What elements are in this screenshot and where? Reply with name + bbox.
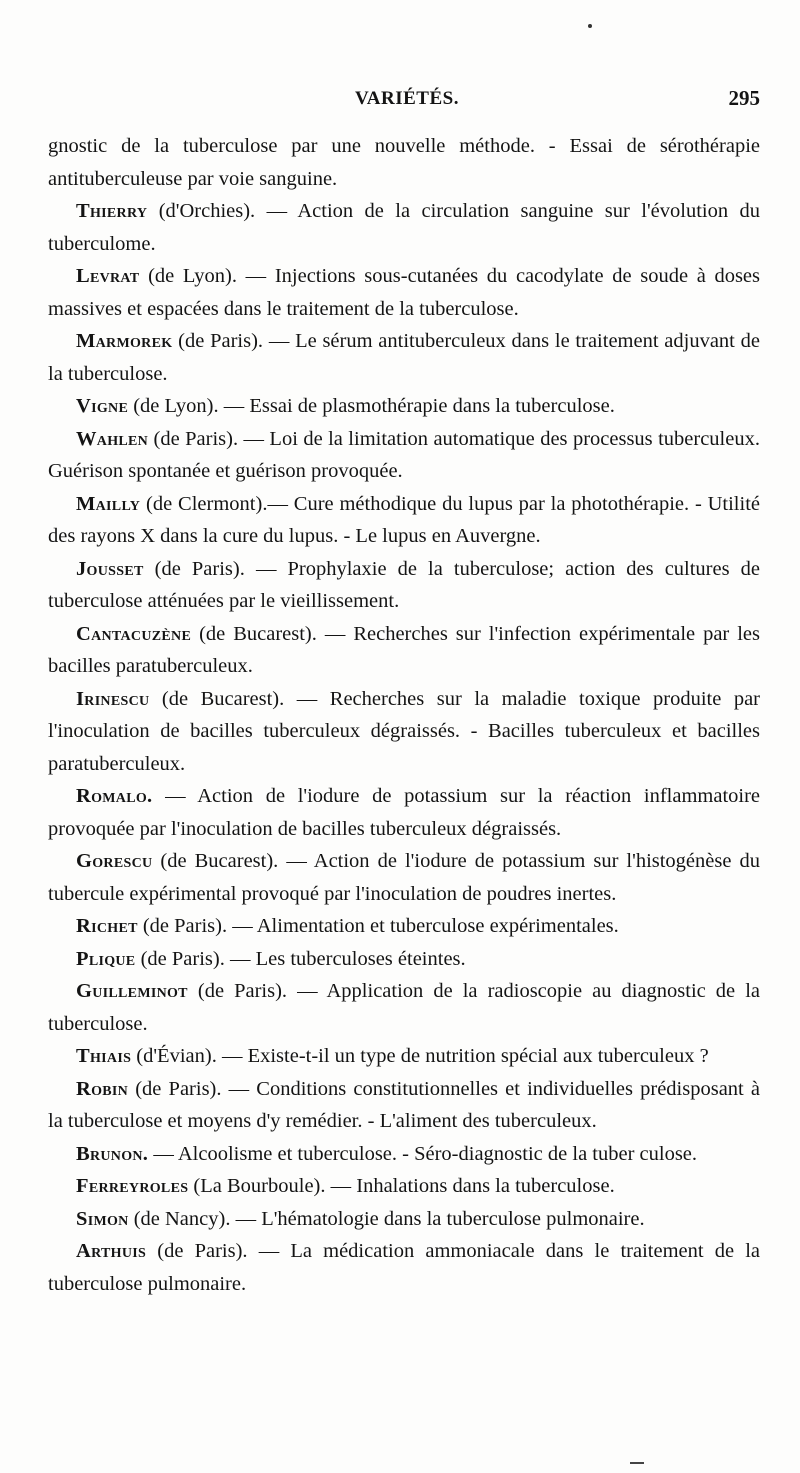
entry-location: (de Paris).	[135, 947, 230, 970]
entry-author: Thierry	[76, 200, 148, 222]
entry-text: — Recherches sur la maladie toxique produite par l'inoculation de bacilles tuberculeux dégraissés. - Bacilles tuberculeux et bacilles paratuberculeux.	[48, 687, 761, 775]
entry-author: Mailly	[76, 492, 141, 515]
entry-text: — Les tuberculoses éteintes.	[229, 947, 466, 970]
entry-text: — L'hématologie dans la tuberculose pulmonaire.	[235, 1207, 645, 1230]
entry-author: Brunon.	[76, 1142, 149, 1165]
entry-author: Marmorek	[76, 330, 173, 352]
entry-location: (de Paris).	[187, 980, 298, 1002]
entry-location: (de Paris).	[143, 557, 256, 580]
entry-location: (de Bucarest).	[191, 622, 325, 645]
entry-author: Arthuis	[76, 1240, 147, 1262]
running-head: VARIÉTÉS.	[355, 88, 459, 109]
page-number: 295	[728, 86, 760, 110]
entry-text: — Application de la radioscopie au diagnostic de la tuberculose.	[48, 980, 760, 1035]
entry-author: Simon	[76, 1207, 129, 1230]
entry-text: — Essai de plasmothérapie dans la tuberculose.	[223, 395, 615, 417]
entry-author: Cantacuzène	[76, 622, 192, 645]
entry-paragraph	[48, 1073, 760, 1138]
entry-location: (de Lyon).	[128, 395, 224, 417]
bottom-mark	[630, 1462, 644, 1464]
entry-author: Gorescu	[76, 850, 153, 872]
entry-author: Ferreyroles	[76, 1175, 189, 1197]
entry-text: — Cure méthodique du lupus par la photothérapie. - Utilité des rayons X dans la cure du lupus. - Le lupus en Auvergne.	[48, 492, 760, 547]
entry-text: — Le sérum antituberculeux dans le traitement adjuvant de la tuberculose.	[48, 330, 760, 385]
entry-paragraph	[48, 130, 760, 195]
entry-paragraph	[48, 975, 760, 1040]
entry-text: — Injections sous-cutanées du cacodylate de soude à doses massives et espacées dans le traitement de la tuberculose.	[48, 265, 760, 320]
entry-location: (d'Évian).	[131, 1045, 222, 1067]
entry-paragraph	[48, 683, 760, 781]
entry-text: — Action de l'iodure de potassium sur la réaction inflammatoire provoquée par l'inoculation de bacilles tuberculeux dégraissés.	[48, 785, 761, 840]
entry-text: — Alcoolisme et tuberculose. - Séro-diagnostic de la tuber culose.	[153, 1142, 698, 1165]
entry-author: Wahlen	[76, 427, 149, 450]
entry-text: — Action de la circulation sanguine sur l'évolution du tuberculome.	[48, 200, 760, 255]
entry-paragraph	[48, 1040, 760, 1073]
entry-author: Robin	[76, 1077, 129, 1100]
entry-author: Thiais	[76, 1045, 132, 1067]
entry-author: Guilleminot	[76, 980, 188, 1002]
entry-text: — Existe-t-il un type de nutrition spécial aux tuberculeux ?	[221, 1045, 709, 1067]
entry-text: — Action de l'iodure de potassium sur l'histogénèse du tubercule expérimental provoqué par l'inoculation de poudres inertes.	[48, 850, 760, 905]
entry-location: (de Paris).	[146, 1240, 259, 1262]
entry-paragraph	[48, 260, 760, 325]
entry-paragraph	[48, 943, 760, 976]
entry-location: (de Lyon).	[139, 265, 246, 287]
entry-author: Plique	[76, 947, 136, 970]
entry-text: — Loi de la limitation automatique des processus tuberculeux. Guérison spontanée et guérison provoquée.	[48, 427, 760, 482]
entry-paragraph	[48, 618, 760, 683]
entry-paragraph	[48, 845, 760, 910]
entry-text: — Prophylaxie de la tuberculose; action des cultures de tuberculose atténuées par le vieillissement.	[48, 557, 760, 612]
entry-location: (de Paris).	[172, 330, 269, 352]
entry-paragraph	[48, 1203, 760, 1236]
entry-paragraph	[48, 488, 760, 553]
entry-location: (de Bucarest).	[149, 687, 297, 710]
entry-paragraph	[48, 910, 760, 943]
entry-author: Levrat	[76, 265, 140, 287]
entry-paragraph	[48, 1170, 760, 1203]
entry-location: (de Paris).	[137, 915, 233, 937]
entry-text: — La médication ammoniacale dans le traitement de la tuberculose pulmonaire.	[48, 1240, 760, 1295]
ink-speck	[588, 24, 592, 28]
entry-paragraph	[48, 1235, 760, 1300]
entry-location: (d'Orchies).	[147, 200, 267, 222]
entry-author: Romalo.	[76, 785, 153, 807]
entry-paragraph	[48, 195, 760, 260]
page-body	[48, 130, 760, 1300]
entry-location	[152, 785, 165, 807]
entry-author: Jousset	[76, 557, 144, 580]
entry-location: (de Bucarest).	[152, 850, 287, 872]
entry-location: (La Bourboule).	[188, 1175, 331, 1197]
entry-paragraph	[48, 390, 760, 423]
entry-text: — Recherches sur l'infection expérimentale par les bacilles paratuberculeux.	[48, 622, 760, 677]
entry-paragraph	[48, 423, 760, 488]
entry-location: (de Paris).	[148, 427, 244, 450]
entry-paragraph	[48, 325, 760, 390]
entry-paragraph	[48, 780, 760, 845]
entry-paragraph	[48, 553, 760, 618]
entry-text: — Alimentation et tuberculose expérimentales.	[232, 915, 619, 937]
entry-text: gnostic de la tuberculose par une nouvelle méthode. - Essai de sérothérapie antituberculeuse par voie sanguine.	[48, 135, 760, 190]
entry-location: (de Clermont).	[140, 492, 268, 515]
entry-location: (de Paris).	[128, 1077, 229, 1100]
entry-text: — Conditions constitutionnelles et individuelles prédisposant à la tuberculose et moyens d'y remédier. - L'aliment des tuberculeux.	[48, 1077, 760, 1132]
entry-author: Vigne	[76, 395, 129, 417]
entry-text: — Inhalations dans la tuberculose.	[330, 1175, 615, 1197]
entry-location: (de Nancy).	[128, 1207, 236, 1230]
entry-author: Richet	[76, 915, 138, 937]
entry-paragraph	[48, 1138, 760, 1171]
entry-author: Irinescu	[76, 687, 150, 710]
